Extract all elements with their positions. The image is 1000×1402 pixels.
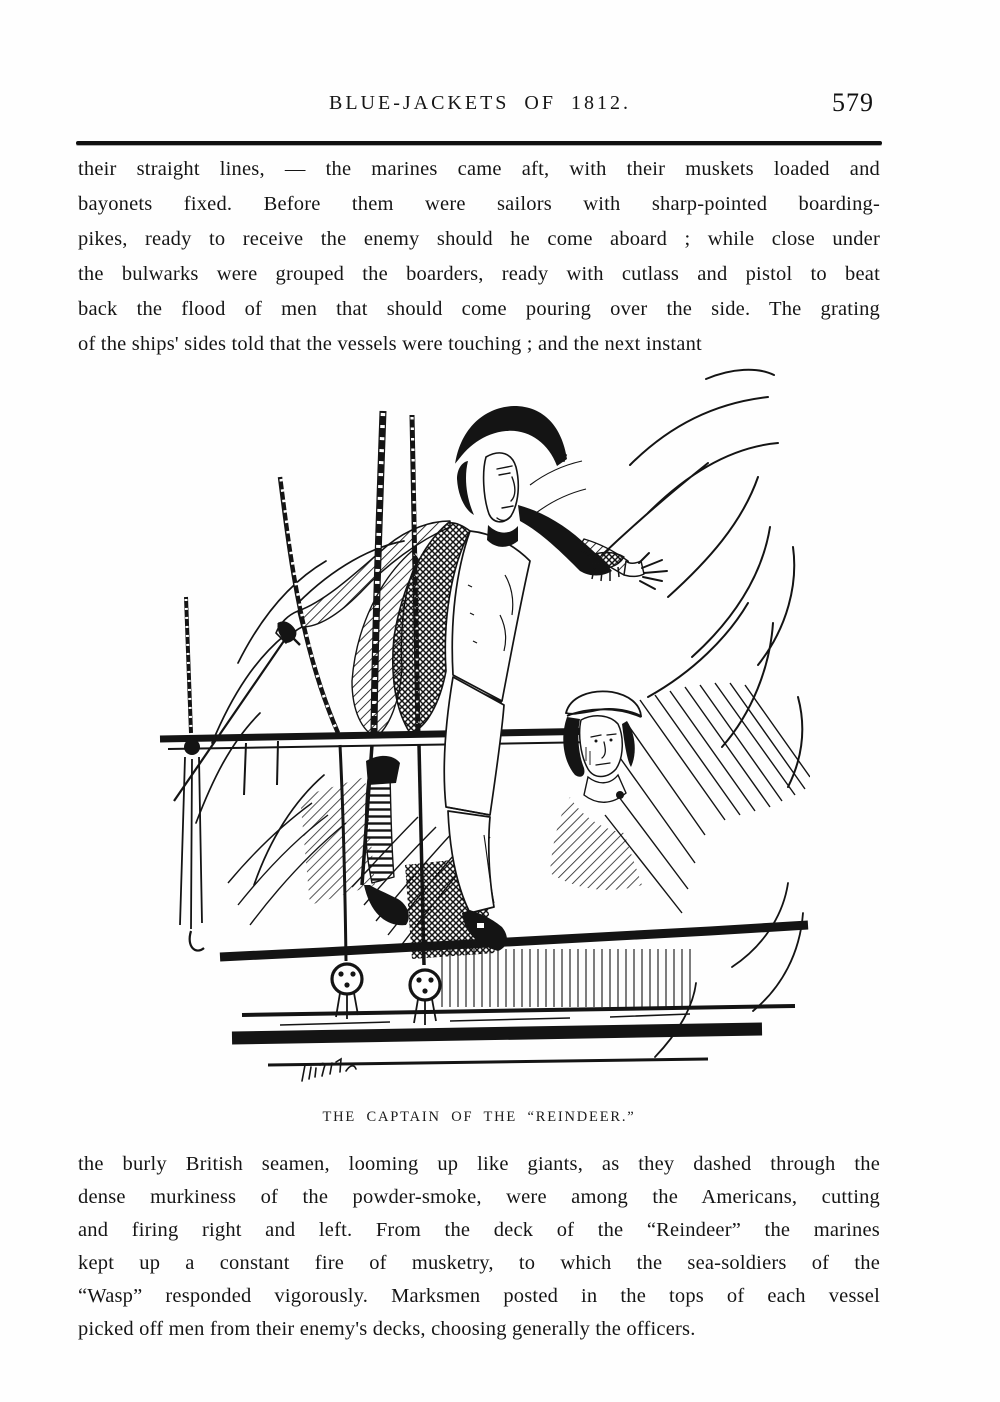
page-number: 579 — [832, 88, 874, 117]
text-line: “Wasp” responded vigorously. Marksmen posted in the tops of each vessel — [78, 1285, 880, 1307]
sword — [174, 623, 300, 801]
text-line: kept up a constant fire of musketry, to which the sea-soldiers of the — [78, 1252, 880, 1274]
artist-signature — [302, 1059, 356, 1081]
sailor-figure — [550, 691, 642, 890]
text-line: back the flood of men that should come pouring over the side. The grating — [78, 298, 880, 320]
illustration-caption: THE CAPTAIN OF THE “REINDEER.” — [322, 1109, 636, 1125]
text-line: their straight lines, — the marines came aft, with their muskets loaded and — [78, 158, 880, 180]
bulwark-shading — [435, 949, 695, 1007]
text-line: pikes, ready to receive the enemy should he come aboard ; while close under — [78, 228, 880, 250]
text-line: of the ships' sides told that the vessels were touching ; and the next instant — [78, 333, 702, 355]
text-line: picked off men from their enemy's decks, choosing generally the officers. — [78, 1318, 696, 1340]
text-line: the burly British seamen, looming up like giants, as they dashed through the — [78, 1153, 880, 1175]
text-line: and firing right and left. From the deck of the “Reindeer” the marines — [78, 1219, 880, 1241]
text-line: bayonets fixed. Before them were sailors with sharp-pointed boarding- — [78, 193, 880, 215]
header-rule — [76, 141, 882, 145]
running-header — [78, 88, 882, 126]
text-line: dense murkiness of the powder-smoke, were among the Americans, cutting — [78, 1186, 880, 1208]
body-paragraph-bottom — [78, 1148, 880, 1346]
rigging-ropes — [180, 411, 440, 1025]
body-paragraph-top — [78, 152, 880, 362]
etching-drawing — [150, 365, 810, 1100]
header-title: BLUE-JACKETS OF 1812. — [328, 92, 631, 114]
text-line: the bulwarks were grouped the boarders, ready with cutlass and pistol to beat — [78, 263, 880, 285]
captain-illustration — [150, 365, 810, 1100]
